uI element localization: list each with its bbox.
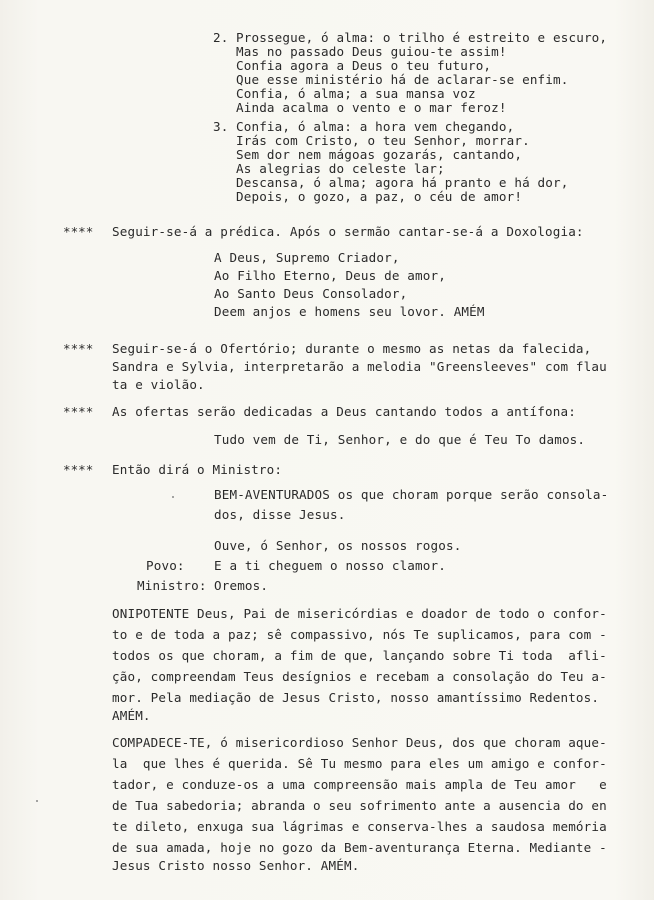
- verse-3-line: Irás com Cristo, o teu Senhor, morrar.: [236, 133, 530, 148]
- rubric-pregacao: Seguir-se-á a prédica. Após o sermão cantar-se-á a Doxologia:: [112, 224, 584, 239]
- doxology-line: Ao Santo Deus Consolador,: [214, 286, 408, 301]
- paper-speck: [172, 496, 174, 498]
- ofertorio-line: ta e violão.: [112, 377, 205, 392]
- doxology-line: Deem anjos e homens seu lovor. AMÉM: [214, 304, 485, 319]
- ofertorio-line: Seguir-se-á o Ofertório; durante o mesmo as netas da falecida,: [112, 341, 592, 356]
- rubric-ministro: Então dirá o Ministro:: [112, 462, 283, 477]
- verse-3-line: As alegrias do celeste lar;: [236, 161, 445, 176]
- ministro-label: Ministro:: [137, 578, 207, 593]
- paper-speck: [36, 800, 38, 802]
- verse-3-line: Depois, o gozo, a paz, o céu de amor!: [236, 189, 523, 204]
- rubric-ofertas: As ofertas serão dedicadas a Deus cantando todos a antífona:: [112, 404, 576, 419]
- verse-2-line: Confia, ó alma; a sua mansa voz: [236, 86, 476, 101]
- verse-3-line: Confia, ó alma: a hora vem chegando,: [236, 119, 515, 134]
- ofertorio-line: Sandra e Sylvia, interpretarão a melodia "Greensleeves" com flau: [112, 359, 607, 374]
- beatitude-line: BEM-AVENTURADOS os que choram porque serão consola-: [214, 487, 609, 502]
- rubric-marker: ****: [63, 224, 94, 239]
- verse-3-line: Sem dor nem mágoas gozarás, cantando,: [236, 147, 523, 162]
- doxology-line: A Deus, Supremo Criador,: [214, 250, 400, 265]
- verse-3-number: 3.: [213, 119, 229, 134]
- rubric-marker: ****: [63, 341, 94, 356]
- verse-2-line: Confia agora a Deus o teu futuro,: [236, 58, 492, 73]
- doxology-line: Ao Filho Eterno, Deus de amor,: [214, 268, 446, 283]
- verse-2-line: Ainda acalma o vento e o mar feroz!: [236, 100, 507, 115]
- prayer-1-line: todos os que choram, a fim de que, lançando sobre Ti toda afli-: [112, 648, 607, 663]
- prayer-1-line: to e de toda a paz; sê compassivo, nós Te suplicamos, para com -: [112, 627, 607, 642]
- verse-3-line: Descansa, ó alma; agora há pranto e há dor,: [236, 175, 569, 190]
- prayer-1-line: mor. Pela mediação de Jesus Cristo, nosso amantíssimo Redentos.: [112, 690, 600, 705]
- antiphon: Tudo vem de Ti, Senhor, e do que é Teu To damos.: [214, 432, 586, 447]
- prayer-2-line: la que lhes é querida. Sê Tu mesmo para eles um amigo e confor-: [112, 756, 607, 771]
- rubric-marker: ****: [63, 462, 94, 477]
- prayer-2-line: te dileto, enxuga sua lágrimas e conserva-lhes a saudosa memória: [112, 819, 607, 834]
- prayer-1-line: ONIPOTENTE Deus, Pai de misericórdias e doador de todo o confor-: [112, 606, 607, 621]
- beatitude-line: dos, disse Jesus.: [214, 507, 346, 522]
- prayer-2-line: de Tua sabedoria; abranda o seu sofrimento ante a ausencia do en: [112, 798, 607, 813]
- prayer-2-line: de sua amada, hoje no gozo da Bem-aventurança Eterna. Mediante -: [112, 840, 607, 855]
- verse-2-line: Prossegue, ó alma: o trilho é estreito e escuro,: [236, 30, 608, 45]
- prayer-call: Ouve, ó Senhor, os nossos rogos.: [214, 538, 462, 553]
- prayer-2-line: COMPADECE-TE, ó misericordioso Senhor Deus, dos que choram aque-: [112, 735, 607, 750]
- povo-label: Povo:: [146, 558, 185, 573]
- prayer-2-line: Jesus Cristo nosso Senhor. AMÉM.: [112, 858, 360, 873]
- verse-2-line: Mas no passado Deus guiou-te assim!: [236, 44, 507, 59]
- prayer-1-line: ção, compreendam Teus desígnios e recebam a consolação do Teu a-: [112, 669, 607, 684]
- verse-2-line: Que esse ministério há de aclarar-se enfim.: [236, 72, 569, 87]
- prayer-1-line: AMÉM.: [112, 708, 151, 723]
- povo-response: E a ti cheguem o nosso clamor.: [214, 558, 446, 573]
- verse-2-number: 2.: [213, 30, 229, 45]
- ministro-response: Oremos.: [214, 578, 269, 593]
- rubric-marker: ****: [63, 404, 94, 419]
- prayer-2-line: tador, e conduze-os a uma compreensão mais ampla de Teu amor e: [112, 777, 607, 792]
